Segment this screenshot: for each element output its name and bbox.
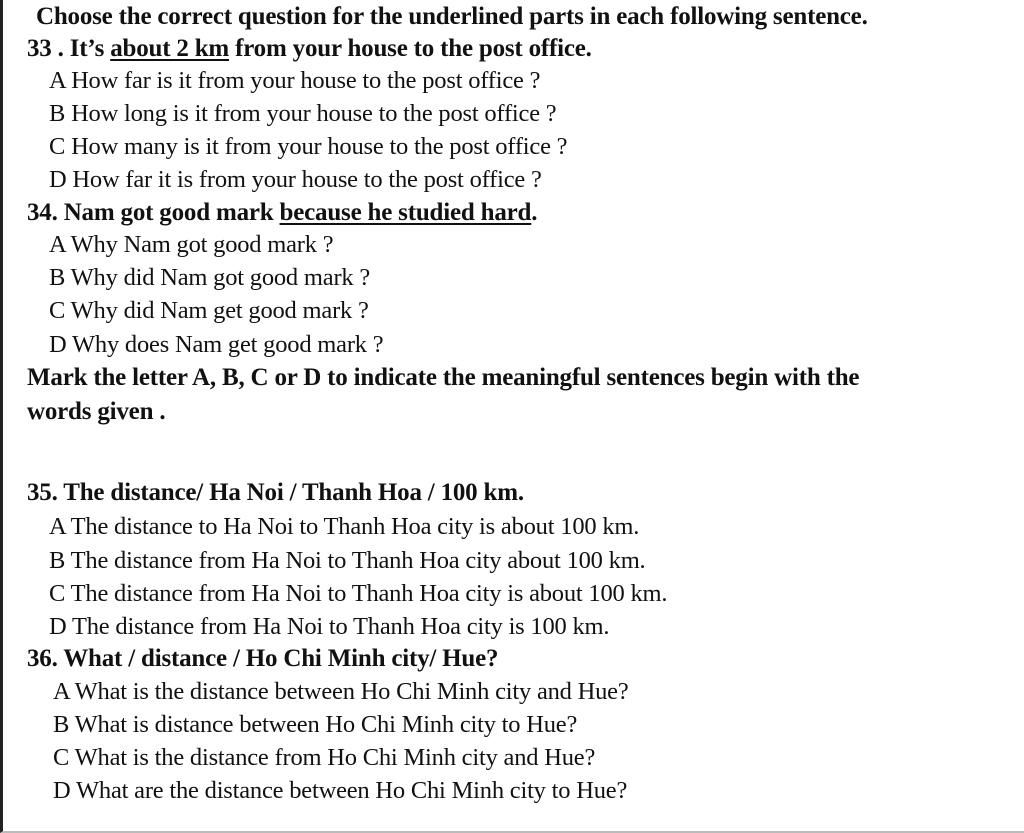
question-34-option-c: C Why did Nam get good mark ?: [49, 297, 369, 324]
question-34-option-a: A Why Nam got good mark ?: [49, 231, 334, 258]
question-35-option-a: A The distance to Ha Noi to Thanh Hoa city is about 100 km.: [49, 513, 640, 540]
question-34-option-b: B Why did Nam got good mark ?: [49, 264, 371, 291]
question-36-option-c: C What is the distance from Ho Chi Minh city and Hue?: [53, 744, 596, 771]
question-33-prefix: 33 . It’s: [27, 35, 111, 62]
question-33-stem: [27, 34, 592, 64]
question-33-option-c: C How many is it from your house to the post office ?: [49, 133, 568, 160]
question-36-option-b: B What is distance between Ho Chi Minh city to Hue?: [53, 711, 578, 738]
question-36-option-d: D What are the distance between Ho Chi Minh city to Hue?: [53, 777, 628, 804]
question-35-option-b: B The distance from Ha Noi to Thanh Hoa city about 100 km.: [49, 547, 646, 574]
question-34-suffix: .: [531, 199, 538, 226]
question-35-option-d: D The distance from Ha Noi to Thanh Hoa city is 100 km.: [49, 613, 610, 640]
instruction-mark-letter-line-2: words given .: [27, 398, 166, 425]
question-34-prefix: 34. Nam got good mark: [27, 199, 280, 226]
question-33-underlined: about 2 km: [110, 35, 230, 62]
question-35-stem: 35. The distance/ Ha Noi / Thanh Hoa / 100 km.: [27, 479, 524, 506]
question-36-stem: 36. What / distance / Ho Chi Minh city/ Hue?: [27, 645, 499, 672]
question-33-suffix: from your house to the post office.: [229, 35, 592, 62]
question-35-option-c: C The distance from Ha Noi to Thanh Hoa city is about 100 km.: [49, 580, 668, 607]
question-34-underlined: because he studied hard: [279, 199, 532, 226]
question-33-option-d: D How far it is from your house to the post office ?: [49, 166, 542, 193]
question-34-stem: [27, 198, 537, 228]
instruction-choose-question: Choose the correct question for the underlined parts in each following sentence.: [36, 3, 868, 30]
question-33-option-a: A How far is it from your house to the post office ?: [49, 67, 541, 94]
question-34-option-d: D Why does Nam get good mark ?: [49, 331, 384, 358]
question-33-option-b: B How long is it from your house to the post office ?: [49, 100, 557, 127]
instruction-mark-letter-line-1: Mark the letter A, B, C or D to indicate the meaningful sentences begin with the: [27, 364, 860, 391]
question-36-option-a: A What is the distance between Ho Chi Minh city and Hue?: [53, 678, 629, 705]
